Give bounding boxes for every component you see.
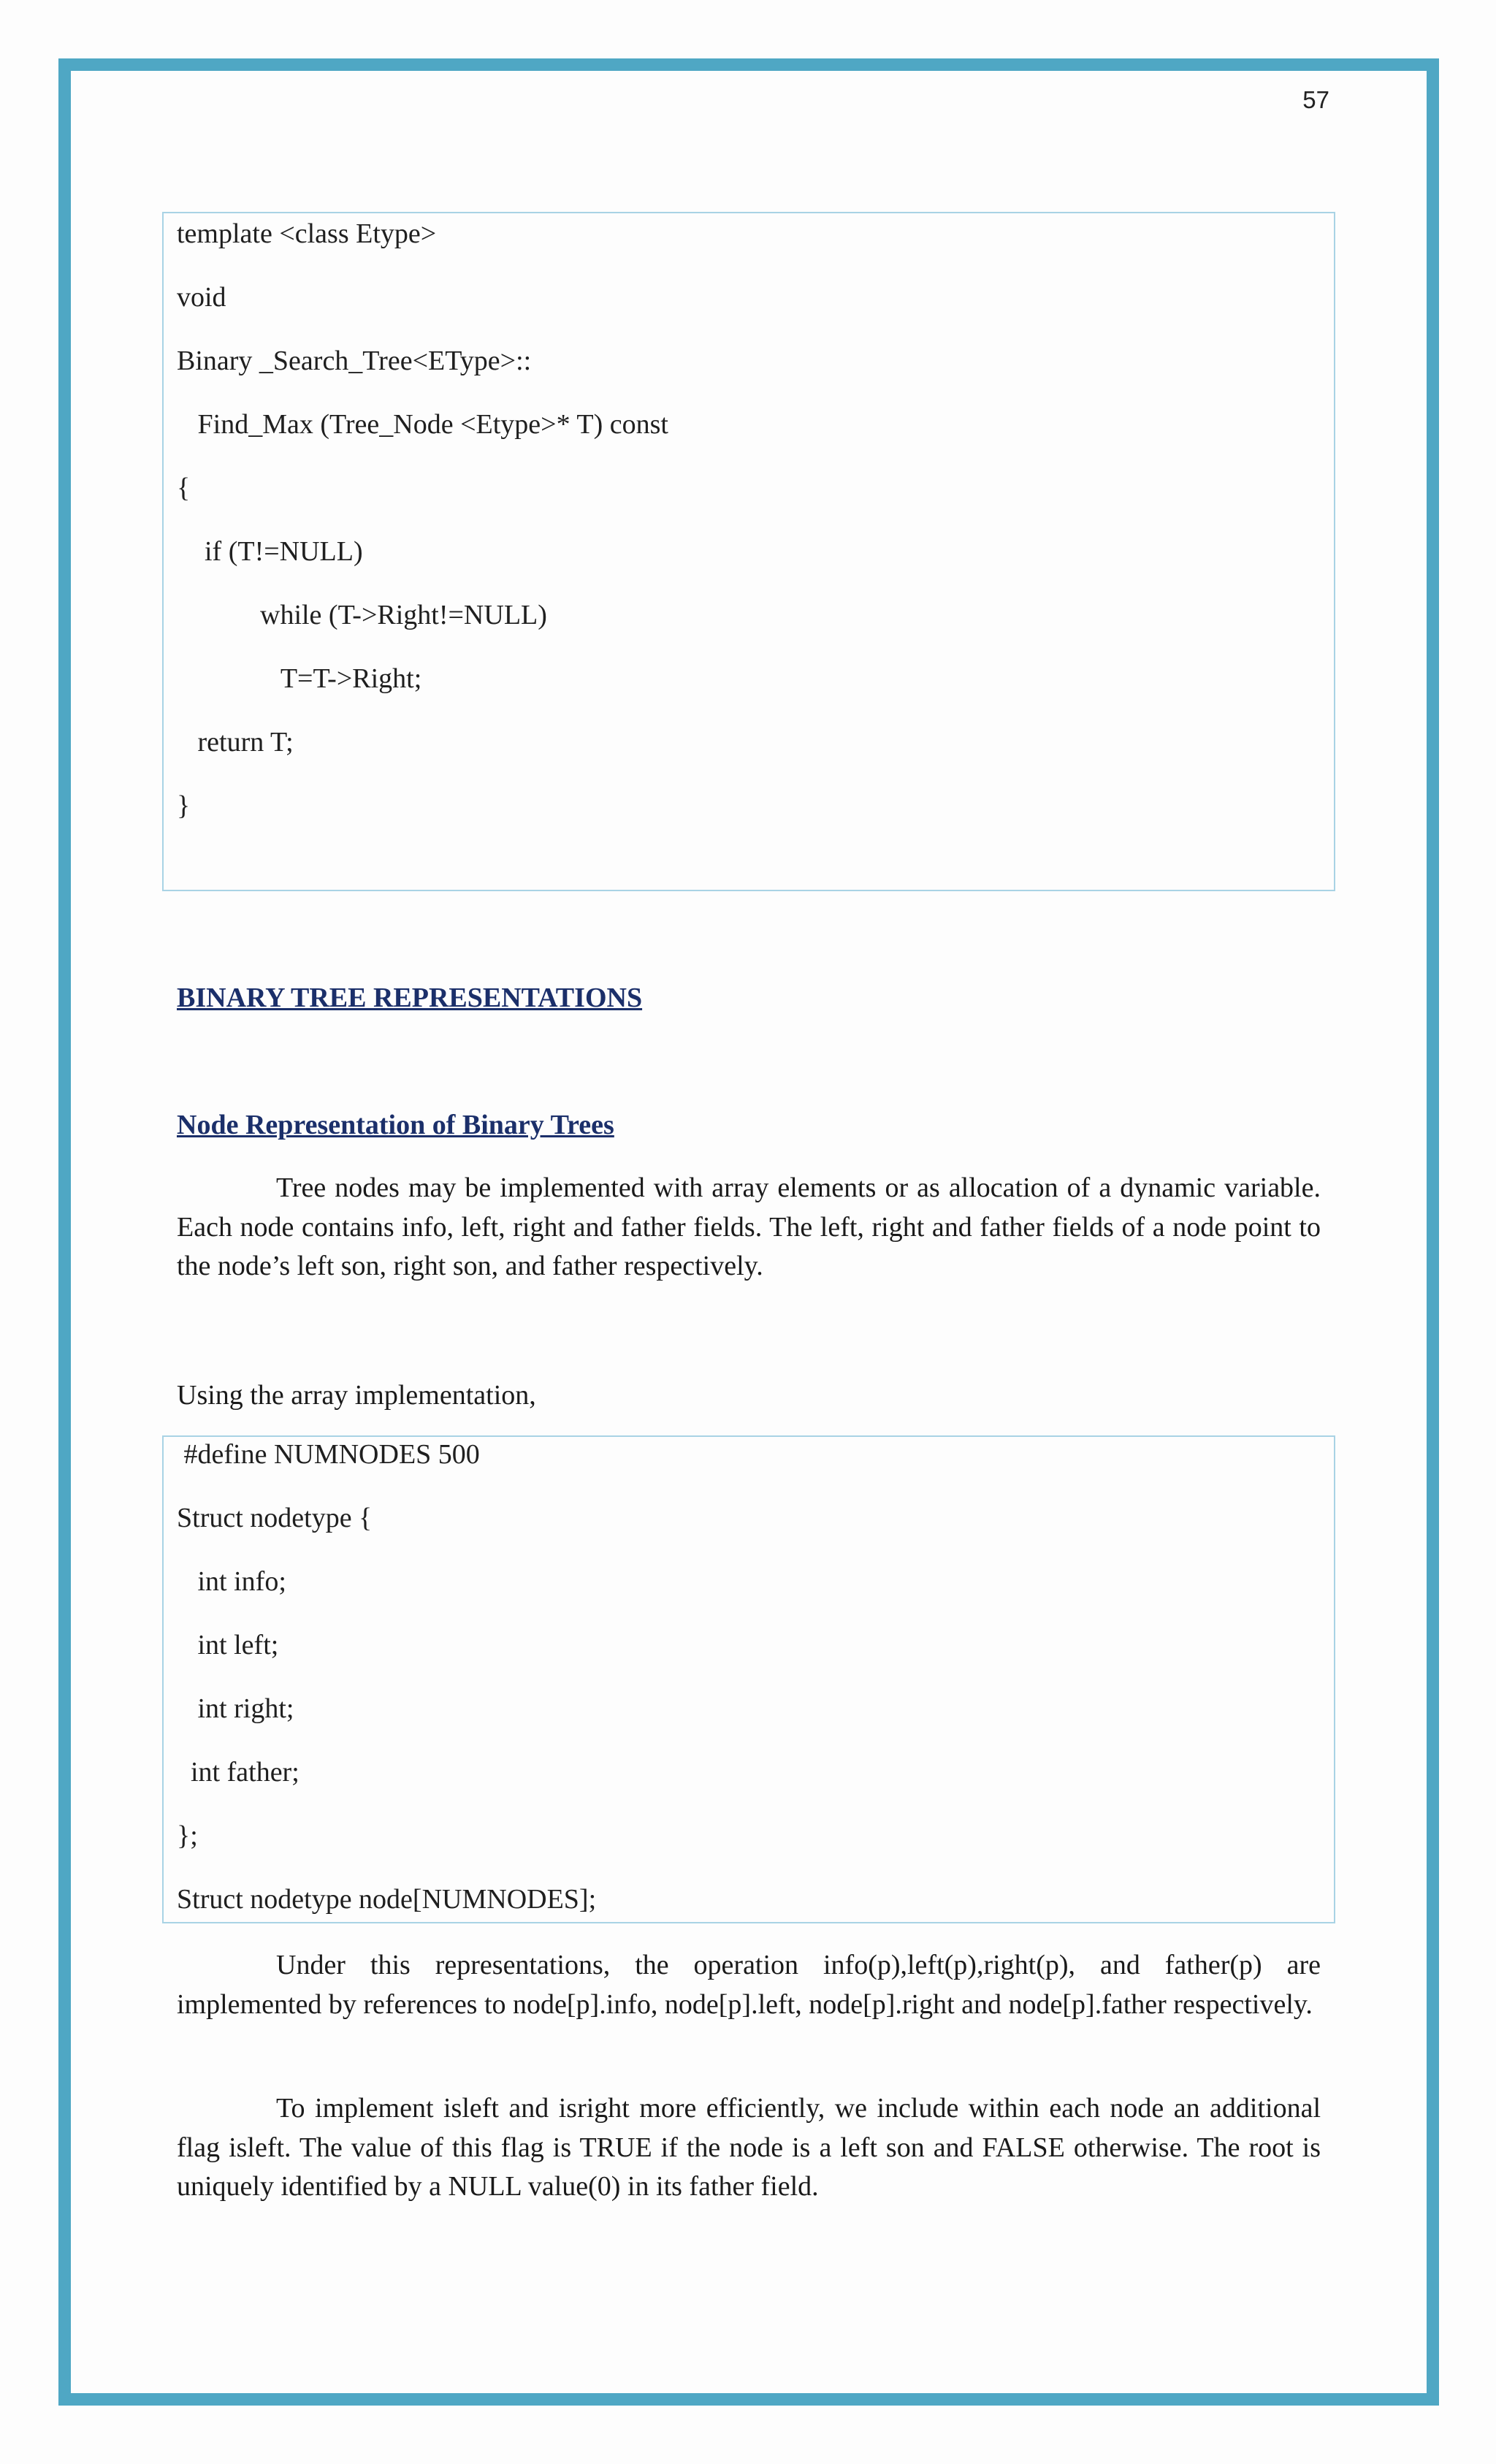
code-line: template <class Etype> (177, 218, 437, 249)
array-implementation-intro: Using the array implementation, (177, 1380, 536, 1411)
code-block-nodetype (162, 1435, 1335, 1923)
paragraph-node-representation: Tree nodes may be implemented with array elements or as allocation of a dynamic variable. Each node contains info, left, right and father fields. The left, right and father fields of a node point to the node’s left son, right son, and father respectively. (177, 1172, 1321, 1281)
code-line: int left; (177, 1630, 279, 1660)
code-line: } (177, 790, 191, 821)
code-line: while (T->Right!=NULL) (177, 600, 547, 630)
code-line: { (177, 473, 191, 503)
code-line: T=T->Right; (177, 663, 422, 694)
paragraph-isleft-flag: To implement isleft and isright more efficiently, we include within each node an additional flag isleft. The value of this flag is TRUE if the node is a left son and FALSE otherwise. The root is uniquely identified by a NULL value(0) in its father field. (177, 2093, 1321, 2202)
page-number: 57 (1302, 86, 1329, 113)
code-line: Struct nodetype node[NUMNODES]; (177, 1884, 597, 1915)
subsection-heading: Node Representation of Binary Trees (177, 1110, 614, 1140)
code-block-find-max (162, 212, 1335, 891)
code-line: }; (177, 1820, 198, 1851)
code-line: int right; (177, 1693, 294, 1724)
code-line: Binary _Search_Tree<EType>:: (177, 346, 532, 376)
code-line: #define NUMNODES 500 (177, 1439, 480, 1470)
code-line: Struct nodetype { (177, 1503, 373, 1533)
code-line: int info; (177, 1566, 286, 1597)
code-line: return T; (177, 727, 294, 758)
code-line: void (177, 282, 226, 313)
paragraph-operations: Under this representations, the operation info(p),left(p),right(p), and father(p) are implemented by references to node[p].info, node[p].left, node[p].right and node[p].father respectively. (177, 1950, 1321, 2020)
code-line: int father; (177, 1757, 299, 1788)
code-line: if (T!=NULL) (177, 536, 363, 567)
code-line: Find_Max (Tree_Node <Etype>* T) const (177, 409, 668, 440)
section-heading: BINARY TREE REPRESENTATIONS (177, 983, 643, 1013)
